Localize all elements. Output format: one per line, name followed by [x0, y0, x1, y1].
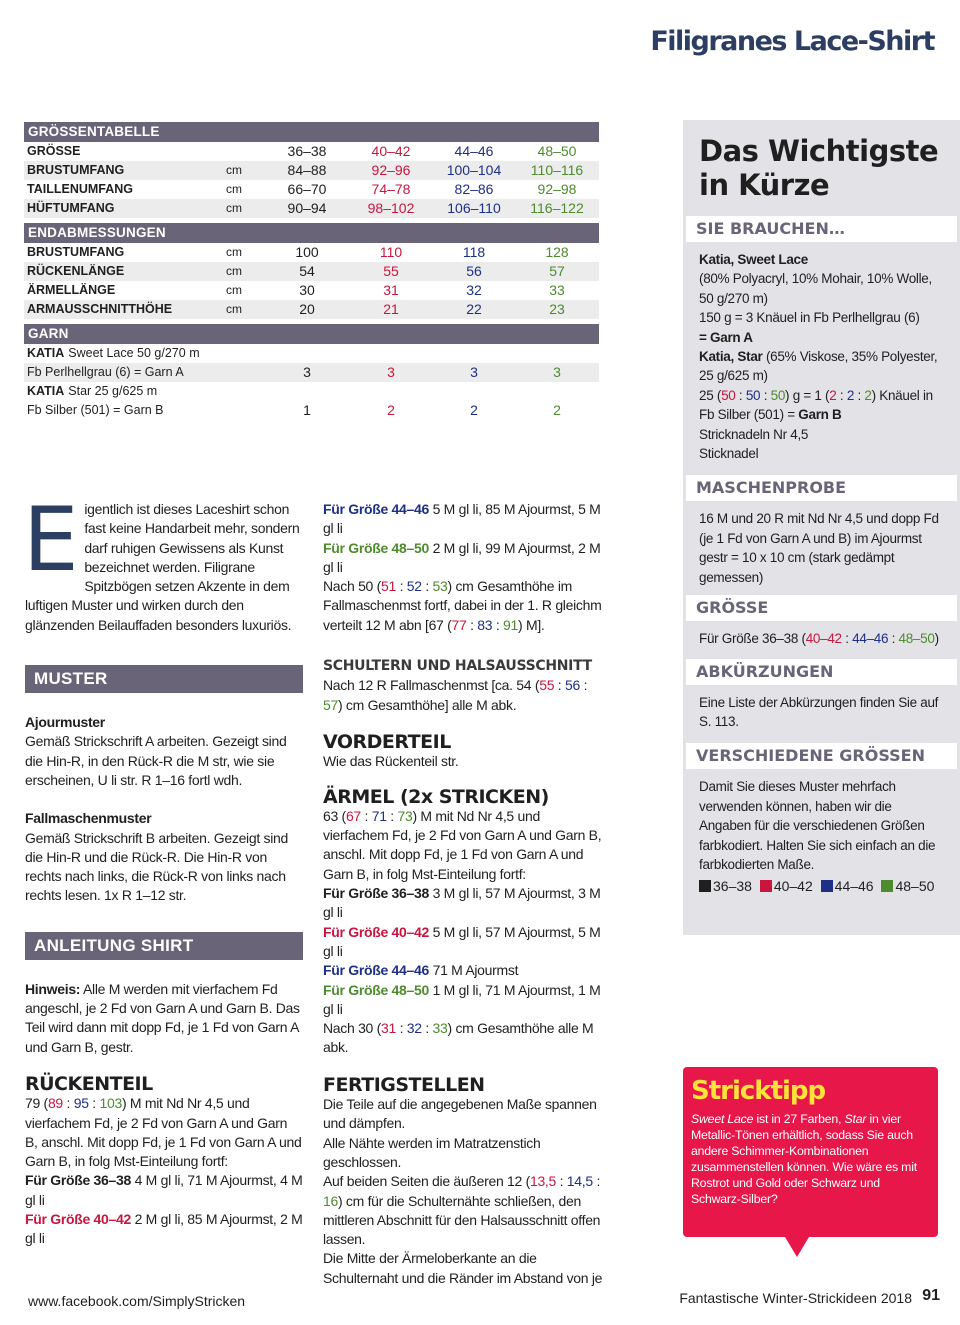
sidebar-head-brauchen: SIE BRAUCHEN… — [686, 216, 957, 242]
legend-swatch — [760, 880, 772, 892]
needles2: Sticknadel — [699, 446, 759, 462]
cell-size3: 82–86 — [454, 181, 494, 197]
ae-end: Nach 30 (31 : 32 : 33) cm Gesamthöhe alle M abk. — [323, 1020, 594, 1056]
ruecken-n3: 103 — [99, 1095, 122, 1112]
cell-size1: 66–70 — [287, 181, 327, 197]
ae-n3: 73 — [397, 807, 413, 824]
size-text: 5 M gl li, 85 M Ajourmst, 5 M gl li — [323, 501, 601, 537]
yarn-text: Star 25 g/625 m — [68, 384, 158, 398]
sidebar-head-abkuerzungen: ABKÜRZUNGEN — [686, 659, 957, 685]
size-color-legend — [699, 878, 944, 894]
cell-size4: 23 — [549, 301, 565, 317]
nach-n2: 52 — [406, 578, 422, 595]
sweet-desc: (80% Polyacryl, 10% Mohair, 10% Wolle, 50 g/270 m) — [699, 271, 932, 306]
vorder-text: Wie das Rückenteil str. — [323, 753, 459, 770]
nach-m2: 83 — [477, 616, 493, 633]
tip-star: Star — [844, 1112, 867, 1126]
section-yarn: GARN — [24, 324, 599, 344]
row-label: BRUSTUMFANG — [27, 245, 125, 259]
cell-size4: 48–50 — [537, 143, 577, 159]
nach-paragraph: Nach 50 (51 : 52 : 53) cm Gesamthöhe im Fallmaschenmst fortf, dabei in der 1. R gleichm verteilt 12 M abn [67 (77 : 83 : 91) M]. — [323, 578, 602, 633]
size3-paragraph — [323, 500, 605, 539]
cell-size2: 55 — [383, 263, 399, 279]
cell-size2: 2 — [387, 402, 395, 418]
table-row — [24, 262, 599, 281]
aermel-text: 63 (67 : 71 : 73) M mit Nd Nr 4,5 und vierfachem Fd, je 2 Fd von Garn A und Garn B, anschl. Mit dopp Fd, je 1 Fd von Garn A und Garn B, in folg Mst-Einteilung fortf: — [323, 807, 602, 882]
aermel-title: ÄRMEL (2x STRICKEN) — [323, 785, 549, 808]
sidebar-materials — [699, 250, 944, 463]
cell-size4: 116–122 — [530, 200, 584, 216]
row-label: GRÖSSE — [27, 144, 81, 158]
cell-size2: 40–42 — [371, 143, 411, 159]
cell-size3: 2 — [470, 402, 478, 418]
versch-text: Damit Sie dieses Muster mehrfach verwenden können, haben wir die Angaben für die verschiedenen Größen farbkodiert. Halten Sie sich einfach an die farbkodierten Maße. — [699, 779, 936, 872]
anleitung-band: ANLEITUNG SHIRT — [25, 932, 303, 960]
fertig-3a: Auf beiden Seiten die äußeren 12 ( — [323, 1173, 530, 1190]
ae-size3 — [323, 961, 605, 980]
sch-n2: 56 — [565, 677, 580, 694]
table-row — [24, 243, 599, 262]
star-g3: 50 — [770, 387, 786, 403]
ruecken-text: 79 (89 : 95 : 103) M mit Nd Nr 4,5 und vierfachem Fd, je 2 Fd von Garn A und Garn B, anschl. Mit dopp Fd, je 1 Fd von Garn A und Garn B, in folg Mst-Einteilung fortf: — [25, 1095, 302, 1170]
cell-size4: 2 — [553, 402, 561, 418]
row-label — [27, 382, 157, 401]
cell-size3: 118 — [462, 244, 486, 260]
size-label-40: Für Größe 40–42 — [323, 923, 429, 940]
nach-a: Nach 50 ( — [323, 578, 381, 595]
star-amount: 25 (50 : 50 : 50) g = 1 (2 : 2 : 2) Knäuel in Fb Silber (501) = Garn B — [699, 387, 933, 423]
schultern-title: SCHULTERN UND HALSAUSSCHNITT — [323, 658, 592, 675]
fertig-4: Die Mitte der Ärmeloberkante an die Schulternaht und die Ränder im Abstand von je — [323, 1250, 603, 1286]
needles1: Stricknadeln Nr 4,5 — [699, 426, 809, 442]
ae-n1: 67 — [345, 807, 361, 824]
section-size-table: GRÖSSENTABELLE — [24, 122, 599, 142]
gr-3: 48–50 — [898, 631, 935, 647]
row-label: Fb Perlhellgrau (6) = Garn A — [27, 365, 184, 379]
sidebar-head-groessen: VERSCHIEDENE GRÖSSEN — [686, 743, 957, 769]
garn-b: Garn B — [798, 407, 842, 423]
sidebar-head-maschenprobe: MASCHENPROBE — [686, 475, 957, 501]
cell-size3: 3 — [470, 364, 478, 380]
cell-size1: 54 — [299, 263, 315, 279]
groesse-text: Für Größe 36–38 (40–42 : 44–46 : 48–50) — [699, 631, 939, 647]
row-label: HÜFTUMFANG — [27, 201, 115, 215]
cell-size3: 32 — [466, 282, 482, 298]
abk-text: Eine Liste der Abkürzungen finden Sie auf S. 113. — [699, 694, 939, 729]
ae-a: 63 ( — [323, 807, 346, 824]
footer-url[interactable]: www.facebook.com/SimplyStricken — [28, 1293, 246, 1309]
ae-n2: 71 — [371, 807, 387, 824]
size-table — [24, 122, 599, 420]
table-row — [24, 363, 599, 382]
row-unit: cm — [226, 264, 242, 278]
intro-paragraph — [23, 488, 303, 635]
column-left — [23, 488, 303, 1249]
hinweis-label: Hinweis: — [25, 980, 81, 997]
ruecken-size1 — [25, 1171, 303, 1210]
size-label-48: Für Größe 48–50 — [323, 539, 429, 556]
row-label: RÜCKENLÄNGE — [27, 264, 125, 278]
stricktipp-box — [683, 1067, 938, 1237]
cell-size3: 100–104 — [446, 162, 502, 178]
cell-size2: 92–96 — [371, 162, 411, 178]
cell-size1: 3 — [303, 364, 311, 380]
row-label: ÄRMELLÄNGE — [27, 283, 116, 297]
cell-size4: 33 — [549, 282, 565, 298]
cell-size4: 110–116 — [530, 162, 584, 178]
page-number: 91 — [922, 1287, 940, 1304]
legend-swatch — [699, 880, 711, 892]
row-unit: cm — [226, 182, 242, 196]
legend-label: 44–46 — [834, 878, 874, 895]
fertig-n1: 13,5 — [529, 1173, 557, 1190]
size-label-36: Für Größe 36–38 — [25, 1172, 131, 1189]
table-row — [24, 382, 599, 401]
drop-cap: E — [23, 488, 79, 591]
legend-swatch — [821, 880, 833, 892]
sidebar-summary — [683, 120, 960, 935]
fall-text: Gemäß Strickschrift B arbeiten. Gezeigt sind die Hin-R und die Rück-R. Die Hin-R von rechts nach links, die Rück-R von links nach rechts lesen. 1x R 1–12 str. — [25, 829, 289, 904]
column-middle — [323, 500, 605, 1288]
cell-size1: 90–94 — [287, 200, 327, 216]
cell-size2: 74–78 — [371, 181, 411, 197]
ae-size4 — [323, 981, 605, 1020]
tip-t2: in vier Metallic-Tönen erhältlich, sodass Sie auch andere Schimmer-Kombinationen zusammenstellen können. Wie wäre es mit Rostrot und Gold oder Schwarz und Schwarz-Silber? — [691, 1112, 917, 1206]
cell-size3: 22 — [466, 301, 482, 317]
cell-size1: 36–38 — [287, 143, 327, 159]
fertig-n3: 16 — [323, 1192, 338, 1209]
cell-size1: 84–88 — [287, 162, 327, 178]
star-b: ) g = 1 ( — [785, 387, 830, 403]
row-unit: cm — [226, 283, 242, 297]
vorder-title: VORDERTEIL — [323, 730, 451, 753]
size4-paragraph — [323, 539, 605, 578]
yarn-text: Sweet Lace 50 g/270 m — [68, 346, 200, 360]
fertig-title: FERTIGSTELLEN — [323, 1073, 485, 1096]
size-text: 3 M gl li, 57 M Ajourmst, 3 M gl li — [323, 885, 601, 921]
table-row — [24, 401, 599, 420]
cell-size1: 30 — [299, 282, 315, 298]
ruecken-b: ) M mit Nd Nr 4,5 und vierfachem Fd, je 2 Fd von Garn A und Garn B, anschl. Mit dopp Fd, je 1 Fd von Garn A und Garn B, in folg Mst-Einteilung fortf: — [25, 1095, 302, 1170]
sidebar-title: Das Wichtigste in Kürze — [699, 134, 939, 202]
yarn-brand: KATIA — [27, 346, 65, 360]
hinweis-text: Alle M werden mit vierfachem Fd angeschl, je 2 Fd von Garn A und Garn B. Das Teil wird dann mit dopp Fd, je 1 Fd von Garn A und Garn B, gestr. — [25, 980, 300, 1055]
nach-b: ) cm Gesamthöhe im Fallmaschenmst fortf, dabei in der 1. R gleichm verteilt 12 M abn [67 ( — [323, 578, 602, 633]
size-label-44: Für Größe 44–46 — [323, 501, 429, 517]
table-row — [24, 142, 599, 161]
ruecken-n2: 95 — [73, 1095, 89, 1112]
size-text: 4 M gl li, 71 M Ajourmst, 4 M gl li — [25, 1172, 303, 1208]
table-row — [24, 300, 599, 319]
table-row — [24, 281, 599, 300]
ae-size1 — [323, 884, 605, 923]
size-label-40: Für Größe 40–42 — [25, 1211, 131, 1228]
cell-size1: 1 — [303, 402, 311, 418]
sch-b: ) cm Gesamthöhe] alle M abk. — [337, 696, 517, 713]
yarn-brand: KATIA — [27, 384, 65, 398]
legend-swatch — [881, 880, 893, 892]
tip-t1: ist in 27 Farben, — [753, 1112, 845, 1126]
ae-c: Nach 30 ( — [323, 1020, 381, 1037]
fertig-3b: ) cm für die Schulternähte schließen, den mittleren Abschnitt für den Halsausschnitt offen lassen. — [323, 1192, 601, 1248]
star-g1: 50 — [721, 387, 736, 403]
row-label: Fb Silber (501) = Garn B — [27, 403, 164, 417]
nach-n3: 53 — [432, 578, 448, 595]
row-unit: cm — [226, 302, 242, 316]
star-k1: 2 — [829, 387, 837, 403]
fertig-1: Die Teile auf die angegebenen Maße spannen und dämpfen. — [323, 1096, 597, 1132]
gr-a: Für Größe 36–38 ( — [699, 631, 806, 647]
nach-c: ) M]. — [518, 616, 545, 633]
nach-m3: 91 — [503, 616, 519, 633]
cell-size2: 110 — [379, 244, 403, 260]
size-text: 5 M gl li, 57 M Ajourmst, 5 M gl li — [323, 923, 601, 959]
sch-a: Nach 12 R Fallmaschenmst [ca. 54 ( — [323, 677, 540, 694]
tip-sweet: Sweet Lace — [691, 1112, 754, 1126]
star-c: ) Knäuel in Fb Silber (501) = — [699, 387, 933, 423]
size-label-44: Für Größe 44–46 — [323, 962, 429, 979]
cell-size2: 98–102 — [367, 200, 415, 216]
tip-body — [691, 1111, 930, 1207]
cell-size2: 31 — [383, 282, 399, 298]
star-g2: 50 — [745, 387, 761, 403]
size-label-48: Für Größe 48–50 — [323, 981, 429, 998]
hinweis-paragraph — [25, 980, 303, 1057]
ruecken-size2 — [25, 1210, 303, 1249]
ae-m1: 31 — [381, 1020, 396, 1037]
schultern-text: Nach 12 R Fallmaschenmst [ca. 54 (55 : 56 : 57) cm Gesamthöhe] alle M abk. — [323, 677, 588, 713]
cell-size4: 3 — [553, 364, 561, 380]
cell-size4: 92–98 — [537, 181, 577, 197]
katia-sweet: Katia, Sweet Lace — [699, 252, 808, 267]
cell-size2: 21 — [383, 301, 399, 317]
cell-size1: 100 — [295, 244, 319, 260]
table-row — [24, 344, 599, 363]
legend-label: 40–42 — [773, 878, 813, 895]
size-text: 1 M gl li, 71 M Ajourmst, 1 M gl li — [323, 981, 601, 1017]
legend-label: 48–50 — [895, 878, 935, 895]
ruecken-title: RÜCKENTEIL — [25, 1072, 153, 1095]
row-label: TAILLENUMFANG — [27, 182, 134, 196]
katia-star: Katia, Star — [699, 349, 763, 365]
maschen-text: 16 M und 20 R mit Nd Nr 4,5 und dopp Fd (je 1 Fd von Garn A und B) im Ajourmst gestr = 10 x 10 cm (stark gedämpt gemessen) — [699, 511, 939, 585]
tip-title: Stricktipp — [691, 1076, 826, 1106]
nach-m1: 77 — [451, 616, 467, 633]
page-title: Filigranes Lace-Shirt — [650, 26, 934, 57]
tip-pointer — [785, 1237, 809, 1257]
star-a: 25 ( — [699, 387, 722, 403]
ae-b: ) M mit Nd Nr 4,5 und vierfachem Fd, je 2 Fd von Garn A und Garn B, anschl. Mit dopp Fd, je 1 Fd von Garn A und Garn B, in folg Mst-Einteilung fortf: — [323, 807, 602, 882]
cell-size4: 128 — [545, 244, 569, 260]
ae-size2 — [323, 923, 605, 962]
sidebar-head-groesse: GRÖSSE — [686, 595, 957, 621]
gr-2: 44–46 — [852, 631, 889, 647]
row-label: ARMAUSSCHNITTHÖHE — [27, 302, 173, 316]
sweet-amount: 150 g = 3 Knäuel in Fb Perlhellgrau (6) — [699, 310, 920, 326]
table-row — [24, 161, 599, 180]
row-unit: cm — [226, 245, 242, 259]
fertig-3: Auf beiden Seiten die äußeren 12 (13,5 : 14,5 : 16) cm für die Schulternähte schließen, den mittleren Abschnitt für den Halsausschnitt offen lassen. — [323, 1173, 601, 1248]
muster-band: MUSTER — [25, 665, 303, 693]
cell-size3: 44–46 — [454, 143, 494, 159]
sch-n3: 57 — [323, 696, 338, 713]
cell-size4: 57 — [549, 263, 565, 279]
size-text: 2 M gl li, 99 M Ajourmst, 2 M gl li — [323, 539, 601, 575]
cell-size2: 3 — [387, 364, 395, 380]
size-text: 71 M Ajourmst — [432, 962, 519, 979]
nach-n1: 51 — [381, 578, 396, 595]
star-line — [699, 347, 944, 386]
section-end-measurements: ENDABMESSUNGEN — [24, 223, 599, 243]
star-k3: 2 — [864, 387, 872, 403]
cell-size3: 56 — [466, 263, 482, 279]
gr-1: 40–42 — [805, 631, 842, 647]
row-label: BRUSTUMFANG — [27, 163, 125, 177]
fertig-2: Alle Nähte werden im Matratzenstich geschlossen. — [323, 1134, 541, 1170]
row-unit: cm — [226, 201, 242, 215]
ae-m3: 33 — [432, 1020, 448, 1037]
fall-title: Fallmaschenmuster — [25, 810, 152, 827]
table-row — [24, 180, 599, 199]
intro-text: igentlich ist dieses Laceshirt schon fast keine Handarbeit mehr, sondern darf ruhigen Gewissens als Kunst bezeichnet werden. Filigrane Spitzbögen setzen Akzente in dem luftigen Muster und wirken durch den glänzenden Beilauffaden besonders luxuriös. — [25, 501, 300, 633]
footer-magazine: Fantastische Winter-Strickideen 2018 — [679, 1290, 912, 1306]
garn-a: = Garn A — [699, 329, 753, 345]
row-label — [27, 344, 200, 363]
size-text: 2 M gl li, 85 M Ajourmst, 2 M gl li — [25, 1211, 303, 1247]
cell-size3: 106–110 — [447, 200, 501, 216]
fertig-n2: 14,5 — [566, 1173, 593, 1190]
ruecken-n1: 89 — [47, 1095, 63, 1112]
ajour-title: Ajourmuster — [25, 714, 105, 731]
ae-d: ) cm Gesamthöhe alle M abk. — [323, 1020, 594, 1056]
star-k2: 2 — [846, 387, 855, 403]
ajour-text: Gemäß Strickschrift A arbeiten. Gezeigt sind die Hin-R, in den Rück-R die M str, wie sie erscheinen, U li str. R 1–16 fortl wdh. — [25, 733, 287, 788]
table-row — [24, 199, 599, 218]
gr-b: ) — [934, 631, 939, 647]
cell-size1: 20 — [299, 301, 315, 317]
ae-m2: 32 — [406, 1020, 422, 1037]
size-label-36: Für Größe 36–38 — [323, 885, 429, 902]
row-unit: cm — [226, 163, 242, 177]
star-desc: (65% Viskose, 35% Polyester, 25 g/625 m) — [699, 349, 938, 384]
sch-n1: 55 — [539, 677, 555, 694]
ruecken-a: 79 ( — [25, 1095, 48, 1112]
legend-label: 36–38 — [713, 878, 752, 895]
